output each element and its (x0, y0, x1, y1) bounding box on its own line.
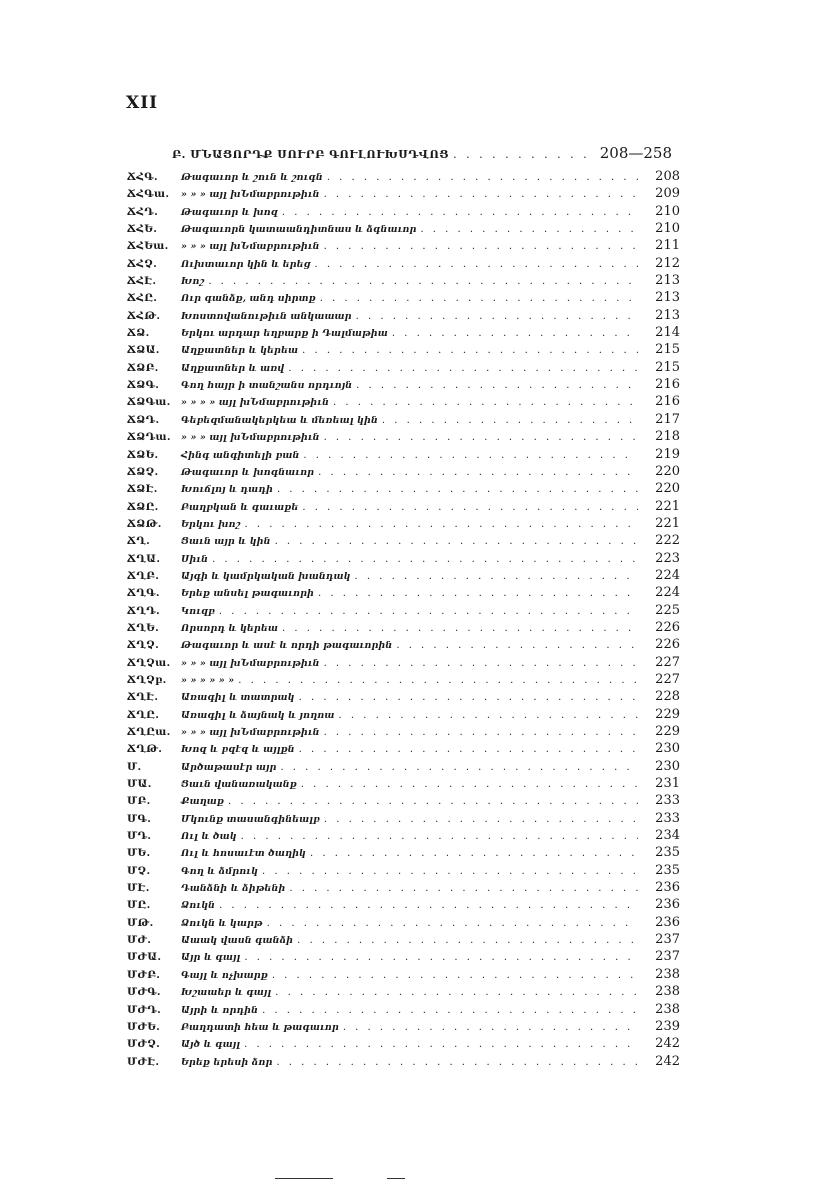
entry-number: ՄԸ. (127, 899, 151, 912)
entry-page: 227 (655, 654, 680, 670)
entry-number: ՃՂԵ. (127, 621, 160, 634)
toc-entry (127, 324, 680, 341)
entry-page: 235 (655, 845, 680, 861)
toc-entry (127, 1035, 680, 1052)
entry-number: ՃՀԳա. (127, 188, 170, 201)
toc-entry (127, 810, 680, 827)
entry-page: 239 (655, 1018, 680, 1034)
leader-dots (244, 516, 638, 533)
entry-title: Ցաւն վանառականք (181, 779, 297, 791)
toc-entry (127, 237, 680, 254)
entry-title: Աղքատներ և առվ (181, 362, 285, 374)
toc-entry (127, 862, 680, 879)
leader-dots (275, 533, 638, 550)
leader-dots (212, 551, 638, 568)
leader-dots (262, 863, 638, 880)
entry-title: Թագաւոր և շուն և շուգն (181, 172, 323, 183)
entry-page: 230 (655, 758, 680, 774)
section-title: Բ. ՄՆԱՑՈՐԴՔ ՍՈՒՐԲ ԳՈՒԼՈՒԽՍԴՎՈՑ (172, 148, 450, 161)
leader-dots (324, 724, 638, 741)
leader-dots (219, 897, 638, 914)
leader-dots (302, 342, 638, 359)
leader-dots (302, 499, 638, 516)
entry-page: 220 (655, 463, 680, 479)
leader-dots (339, 707, 638, 724)
entry-title: Ձուկն (181, 900, 216, 912)
entry-number: ՃՂԸա. (127, 726, 171, 738)
leader-dots (297, 932, 638, 949)
leader-dots (289, 880, 638, 897)
entry-title: » » » » » » (181, 674, 235, 686)
entry-number: ՃՁԹ. (127, 517, 162, 530)
entry-number: ՄԱ. (127, 778, 152, 791)
toc-entry (127, 827, 680, 844)
leader-dots (228, 793, 638, 810)
entry-title: Կուզբ (181, 605, 215, 617)
entry-page: 236 (655, 897, 680, 913)
toc-entry (127, 983, 680, 1000)
entry-number: ՃՁԱ. (127, 344, 160, 357)
toc-entry (127, 775, 680, 792)
toc-entry (127, 393, 680, 410)
toc-entry (127, 498, 680, 515)
leader-dots (208, 273, 638, 290)
entry-title: Խոստովանութիւն անկաաար (181, 310, 352, 322)
entry-page: 235 (655, 862, 680, 878)
entry-number: ՃՁԴ. (127, 413, 160, 426)
toc-entry (127, 307, 680, 324)
entry-page: 229 (655, 724, 680, 739)
leader-dots (356, 377, 638, 394)
entry-title: Սիւն (181, 553, 209, 565)
entry-number: ՄԺԲ. (127, 968, 161, 981)
entry-number: ՄԷ. (127, 882, 150, 895)
leader-dots (276, 1054, 638, 1071)
entry-page: 238 (655, 966, 680, 982)
toc-entry (127, 740, 680, 757)
entry-page: 237 (655, 949, 680, 965)
entry-title: » » » այլ խՆմաբրութիւն (181, 657, 320, 669)
entry-page: 238 (655, 984, 680, 1000)
entry-number: ՄԴ. (127, 830, 152, 843)
toc-entry (127, 376, 680, 393)
leader-dots (315, 256, 638, 273)
entry-title: Գեբեզմանակերկեա և մեռեալ կին (181, 414, 378, 426)
leader-dots (420, 221, 638, 238)
toc-entry (127, 480, 680, 497)
entry-page: 226 (655, 619, 680, 635)
entry-page: 238 (655, 1001, 680, 1017)
leader-dots (333, 394, 638, 411)
leader-dots (324, 655, 638, 672)
entry-title: Ուր գանձք, անդ սիրտք (181, 293, 316, 305)
toc-entry (127, 896, 680, 913)
leader-dots (219, 603, 638, 620)
entry-title: Բաղդատի հեա և թագաւոր (181, 1021, 339, 1033)
leader-dots (324, 811, 638, 828)
toc-entry (127, 688, 680, 705)
entry-page: 227 (655, 671, 680, 687)
entry-title: Ցաւն այր և կին (181, 536, 271, 548)
toc-entry (127, 203, 680, 220)
entry-number: ՃՀԳ. (127, 171, 158, 183)
entry-title: Երկու խոշ (181, 518, 241, 530)
leader-dots (356, 308, 638, 325)
leader-dots (299, 689, 638, 706)
entry-title: Թագաւոր և ասէ և որդի թագաւորին (181, 640, 393, 652)
entry-page: 221 (655, 515, 680, 531)
entry-page: 213 (655, 290, 680, 306)
entry-page: 221 (655, 498, 680, 514)
leader-dots (324, 429, 638, 446)
entry-page: 214 (655, 325, 680, 341)
entry-number: ՃՂԴ. (127, 604, 160, 617)
entry-title: Հինգ անգիտելի բան (181, 449, 300, 461)
entry-page: 225 (655, 602, 680, 618)
entry-number: ՃՁԳա. (127, 396, 171, 409)
toc-entry (127, 411, 680, 428)
leader-dots (343, 1019, 638, 1036)
leader-dots (303, 447, 638, 464)
entry-title: » » » այլ խՆմաբրութիւն (181, 432, 320, 444)
entry-page: 236 (655, 914, 680, 930)
entry-number: ՄԺԷ. (127, 1055, 160, 1068)
entry-number: ՄԺՉ. (127, 1038, 161, 1051)
entry-page: 231 (655, 776, 680, 792)
entry-number: ՄԲ. (127, 795, 151, 808)
entry-title: Երեք երեսի ձոր (181, 1056, 273, 1068)
entry-page: 224 (655, 567, 680, 583)
toc-entry (127, 1053, 680, 1070)
entry-number: ՃՁԸ. (127, 500, 159, 513)
entry-title: Գող հայր ի տանշանս որդւոյն (181, 380, 353, 392)
entry-page: 229 (655, 706, 680, 722)
toc-entry (127, 792, 680, 809)
section-heading (172, 144, 672, 162)
entry-number: ՃՁԳ. (127, 379, 160, 392)
entry-title: Աաակ վասն գանձի (181, 935, 294, 947)
entry-title: Այծ և գայլ (181, 1039, 241, 1051)
entry-number: ՄԺԳ. (127, 986, 161, 999)
entry-title: Գայլ և ոչխարք (181, 969, 268, 981)
toc-entry (127, 584, 680, 601)
toc-entry (127, 948, 680, 965)
leader-dots (282, 620, 638, 637)
toc-entry (127, 463, 680, 480)
entry-title: Խոշ (181, 276, 205, 288)
leader-dots (320, 290, 638, 307)
entry-title: Խշաաեր և գայլ (181, 987, 272, 999)
entry-title: » » » այլ խՆմաբրութիւն (181, 241, 320, 253)
toc-entry (127, 914, 680, 931)
entry-number: ՃՂԸ. (127, 708, 160, 721)
toc-entry (127, 341, 680, 358)
entry-page: 220 (655, 481, 680, 497)
entry-page: 213 (655, 273, 680, 289)
leader-dots (238, 672, 638, 689)
entry-page: 212 (655, 255, 680, 271)
toc-entry (127, 220, 680, 237)
entry-page: 215 (655, 359, 680, 375)
entry-number: ՃՀԴ. (127, 205, 159, 218)
toc-entry (127, 654, 680, 671)
footer-rule (387, 1178, 405, 1179)
entry-title: » » » այլ խՆմաբրութիւն (181, 189, 320, 201)
toc-entry (127, 446, 680, 463)
entry-page: 216 (655, 394, 680, 410)
leader-dots (288, 360, 638, 377)
entry-page: 213 (655, 307, 680, 323)
entry-title: Ուլ և հոսաւէտ ծաղիկ (181, 848, 306, 860)
entry-number: ՄԹ. (127, 916, 154, 929)
toc-entry (127, 602, 680, 619)
toc-entry (127, 185, 680, 202)
entry-title: Խոզ և բզէզ և այլքն (181, 744, 295, 756)
entry-title: » » » » այլ խՆմաբրութիւն (181, 397, 330, 409)
entry-number: ՃՂԳ. (127, 587, 160, 600)
leader-dots (355, 568, 638, 585)
entry-title: Որսորդ և կերեա (181, 622, 279, 634)
entry-page: 234 (655, 828, 680, 844)
entry-title: Ուլ և ծակ (181, 831, 237, 843)
entry-title: Բաղբկան և գաւաքե (181, 501, 299, 513)
section-pages: 208—258 (599, 144, 672, 162)
entry-number: ՃՀԸ. (127, 292, 158, 305)
toc-entry (127, 168, 680, 185)
entry-number: ՄԺԱ. (127, 951, 162, 964)
entry-page: 228 (655, 689, 680, 705)
toc-entry (127, 550, 680, 567)
toc-entry (127, 758, 680, 775)
toc-entry (127, 428, 680, 445)
toc-entry (127, 636, 680, 653)
leader-dots (301, 776, 638, 793)
leader-dots (262, 1002, 638, 1019)
entry-number: ՄԳ. (127, 812, 152, 825)
toc-entry (127, 272, 680, 289)
entry-page: 216 (655, 377, 680, 393)
leader-dots (382, 412, 638, 429)
entry-page: 242 (655, 1036, 680, 1052)
toc-entry (127, 706, 680, 723)
toc-entry (127, 359, 680, 376)
toc-entry (127, 723, 680, 740)
page-header: XII (126, 93, 159, 113)
entry-number: ՃՁԵ. (127, 448, 159, 461)
entry-title: Երեք անսել թագաւորի (181, 588, 315, 600)
entry-number: ՃՀՉ. (127, 257, 158, 270)
entry-title: Գող և ձմրուկ (181, 865, 259, 877)
entry-title: Թագաւոր և խոգնաւոր (181, 466, 315, 478)
leader-dots (267, 915, 638, 932)
entry-number: ՃՂՉ. (127, 639, 160, 652)
entry-page: 209 (655, 186, 680, 202)
entry-page: 210 (655, 203, 680, 219)
entry-page: 217 (655, 411, 680, 427)
entry-number: ՃՀԷ. (127, 275, 157, 288)
toc-entry (127, 619, 680, 636)
entry-title: Այր և գայլ (181, 952, 241, 964)
entry-title: Ձուկն և կարթ (181, 917, 263, 929)
entry-number: ՃՂՉբ. (127, 673, 167, 686)
entry-page: 224 (655, 585, 680, 601)
entry-page: 223 (655, 550, 680, 566)
entry-page: 222 (655, 533, 680, 549)
entry-page: 210 (655, 221, 680, 237)
leader-dots (272, 967, 638, 984)
entry-page: 237 (655, 932, 680, 948)
entry-number: ՃՂԲ. (127, 569, 160, 582)
leader-dots (453, 148, 592, 161)
entry-page: 211 (655, 238, 680, 254)
entry-number: ՃՁԲ. (127, 361, 159, 374)
entry-number: ՃՁՉ. (127, 465, 159, 478)
entry-number: ՃՁԷ. (127, 483, 158, 496)
leader-dots (282, 204, 638, 221)
toc-entry (127, 532, 680, 549)
entry-title: Աղքատներ և կերեա (181, 345, 299, 357)
entry-title: Այրի և որդին (181, 1004, 259, 1016)
leader-dots (396, 637, 638, 654)
entry-title: Թագաւոր և խոզ (181, 206, 278, 218)
entry-title: Առագիլ և տատրակ (181, 692, 295, 704)
entry-page: 219 (655, 446, 680, 462)
toc-entry (127, 844, 680, 861)
entry-number: ՃՂԱ. (127, 552, 161, 565)
entry-number: ՃՂԷ. (127, 691, 159, 704)
entry-page: 236 (655, 880, 680, 896)
entry-title: Մկունք տասանգինեալբ (181, 813, 320, 825)
entry-number: ՃՂԹ. (127, 743, 163, 756)
toc-entry (127, 931, 680, 948)
toc-entry (127, 515, 680, 532)
leader-dots (275, 984, 638, 1001)
leader-dots (244, 949, 638, 966)
entry-number: ՃՀԵ. (127, 223, 158, 236)
leader-dots (318, 464, 638, 481)
entry-title: Այգի և կամրկական խանդակ (181, 570, 351, 582)
entry-number: ՃՂ. (127, 535, 151, 548)
entry-number: ՃՀԹ. (127, 309, 161, 322)
entry-number: ՃՁԴա. (127, 431, 171, 444)
entry-number: ՄՉ. (127, 864, 151, 877)
entry-title: Երկու արդար եղբարք ի Դալմաթիա (181, 328, 388, 340)
entry-number: ՃՀԵա. (127, 240, 169, 253)
toc-entry (127, 255, 680, 272)
entry-title: » » » այլ խՆմաբրութիւն (181, 727, 320, 738)
entry-page: 208 (655, 169, 680, 184)
toc-entry (127, 1018, 680, 1035)
entry-title: Դանձնի և ձիթենի (181, 883, 286, 895)
entry-number: ՃՂՉա. (127, 656, 171, 669)
toc-entry (127, 966, 680, 983)
leader-dots (392, 325, 638, 342)
entry-page: 218 (655, 429, 680, 445)
entry-number: ՄԺԴ. (127, 1003, 162, 1016)
leader-dots (327, 169, 638, 186)
toc-entry (127, 289, 680, 306)
entry-page: 233 (655, 810, 680, 826)
entry-title: Ուխտաւոր կին և երեց (181, 258, 311, 270)
entry-title: Արծաթասէր այր (181, 761, 277, 773)
entry-title: Քաղաք (181, 796, 224, 808)
entry-page: 242 (655, 1053, 680, 1069)
leader-dots (318, 585, 638, 602)
leader-dots (241, 828, 638, 845)
entry-page: 215 (655, 342, 680, 358)
entry-number: ՄԺ. (127, 934, 152, 947)
leader-dots (277, 481, 638, 498)
toc-entry (127, 879, 680, 896)
footer-rule (275, 1178, 333, 1179)
leader-dots (299, 741, 638, 758)
entry-title: Առագիլ և ձայնակ և յողոա (181, 709, 335, 721)
toc-entry (127, 671, 680, 688)
entry-title: Թագաւորն կատաանդիտնաս և ձգնաւոր (181, 224, 417, 236)
leader-dots (324, 186, 638, 203)
entry-number: ՄԺԵ. (127, 1020, 161, 1033)
entry-page: 233 (655, 793, 680, 809)
entry-title: Խուճլոյ և դադի (181, 484, 273, 496)
entry-page: 226 (655, 637, 680, 653)
entry-number: ՄԵ. (127, 847, 151, 860)
table-of-contents (127, 168, 680, 1070)
leader-dots (244, 1036, 638, 1053)
leader-dots (280, 759, 638, 776)
leader-dots (310, 845, 638, 862)
entry-page: 230 (655, 741, 680, 757)
leader-dots (324, 238, 638, 255)
entry-number: ՃՁ. (127, 327, 150, 340)
toc-entry (127, 1001, 680, 1018)
entry-number: Մ. (127, 760, 142, 773)
toc-entry (127, 567, 680, 584)
